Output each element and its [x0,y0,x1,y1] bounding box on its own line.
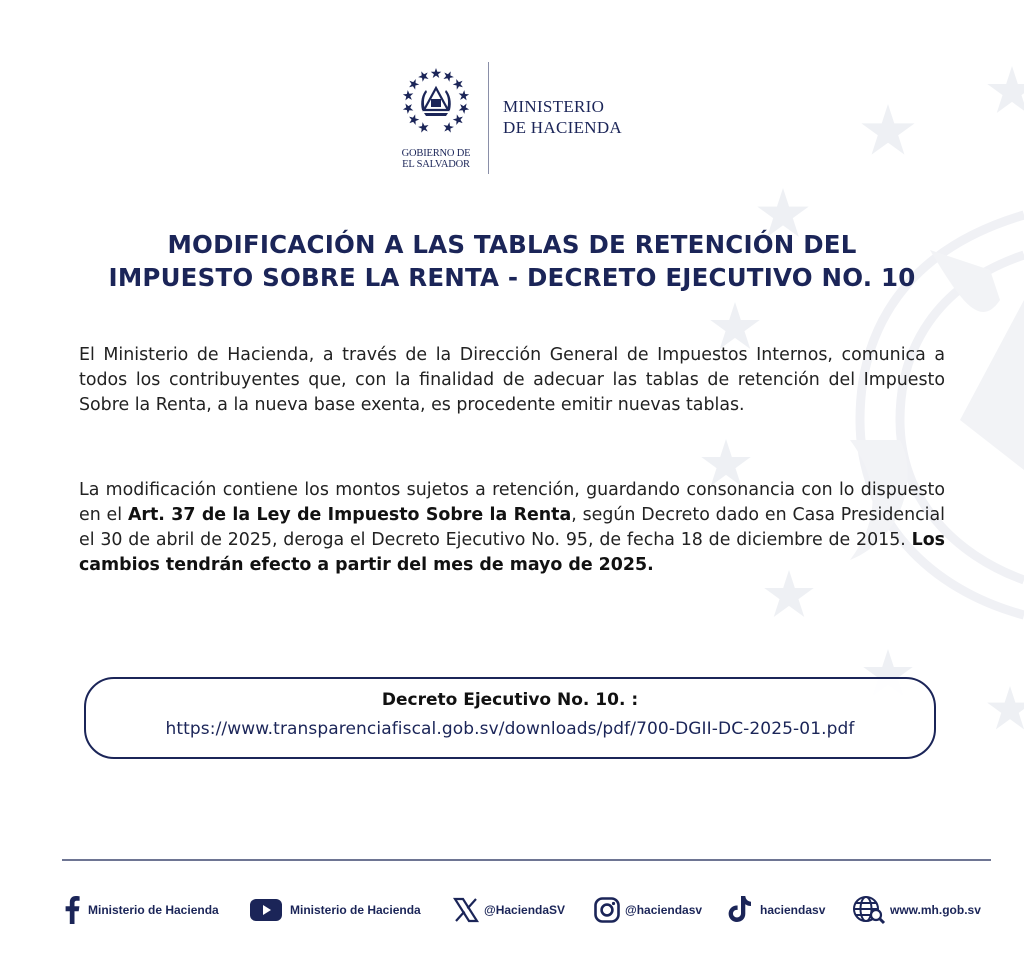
youtube-icon [250,899,282,921]
ministry-line-2: DE HACIENDA [503,118,622,137]
header [0,60,1024,180]
ministry-name [503,96,622,138]
instagram-link[interactable] [594,890,702,930]
instagram-label: @haciendasv [625,903,703,917]
government-logo [392,66,480,176]
header-divider [488,62,489,174]
tiktok-label: haciendasv [760,903,826,917]
x-label: @HaciendaSV [484,903,566,917]
ministry-line-1: MINISTERIO [503,97,605,116]
gov-line-2: EL SALVADOR [402,159,470,170]
page-title [60,228,964,294]
tiktok-icon [728,896,752,924]
facebook-label: Ministerio de Hacienda [88,903,219,917]
tiktok-link[interactable] [728,890,825,930]
instagram-icon [594,897,620,923]
youtube-label: Ministerio de Hacienda [290,903,421,917]
website-label: www.mh.gob.sv [890,903,981,917]
social-footer [0,890,1024,934]
coat-of-arms-icon [400,66,472,138]
facebook-icon [64,896,80,924]
x-link[interactable] [452,890,565,930]
decree-title: Decreto Ejecutivo No. 10. : [381,690,639,710]
gov-line-1: GOBIERNO DE [401,148,471,159]
x-icon [452,896,480,924]
government-name [392,148,480,170]
footer-divider [62,859,991,861]
paragraph-2 [79,478,945,578]
paragraph-2-part-2: , según Decreto dado en Casa Presidencial el 30 de abril de 2025, deroga el Decreto Ejecutivo No. 95, de fecha 18 de diciembre de 2015. [79,505,945,550]
paragraph-2-part-1: La modificación contiene los montos sujetos a retención, guardando consonancia con lo dispuesto en el [79,480,945,525]
paragraph-2-bold-article: Art. 37 de la Ley de Impuesto Sobre la Renta [127,505,572,525]
paragraph-2-bold-effective: Los cambios tendrán efecto a partir del mes de mayo de 2025. [79,530,945,575]
title-line-2: IMPUESTO SOBRE LA RENTA - DECRETO EJECUTIVO NO. 10 [108,263,916,292]
title-line-1: MODIFICACIÓN A LAS TABLAS DE RETENCIÓN DEL [167,230,857,259]
youtube-link[interactable] [250,890,421,930]
decree-url-link[interactable]: https://www.transparenciafiscal.gob.sv/downloads/pdf/700-DGII-DC-2025-01.pdf [165,719,855,739]
globe-search-icon [852,894,886,926]
website-link[interactable] [852,890,981,930]
paragraph-1: El Ministerio de Hacienda, a través de la Dirección General de Impuestos Internos, comunica a todos los contribuyentes que, con la finalidad de adecuar las tablas de retención del Impuesto Sobre la Renta, a la nueva base exenta, es procedente emitir nuevas tablas. [79,345,945,415]
facebook-link[interactable] [64,890,219,930]
decree-link-box [84,677,936,759]
